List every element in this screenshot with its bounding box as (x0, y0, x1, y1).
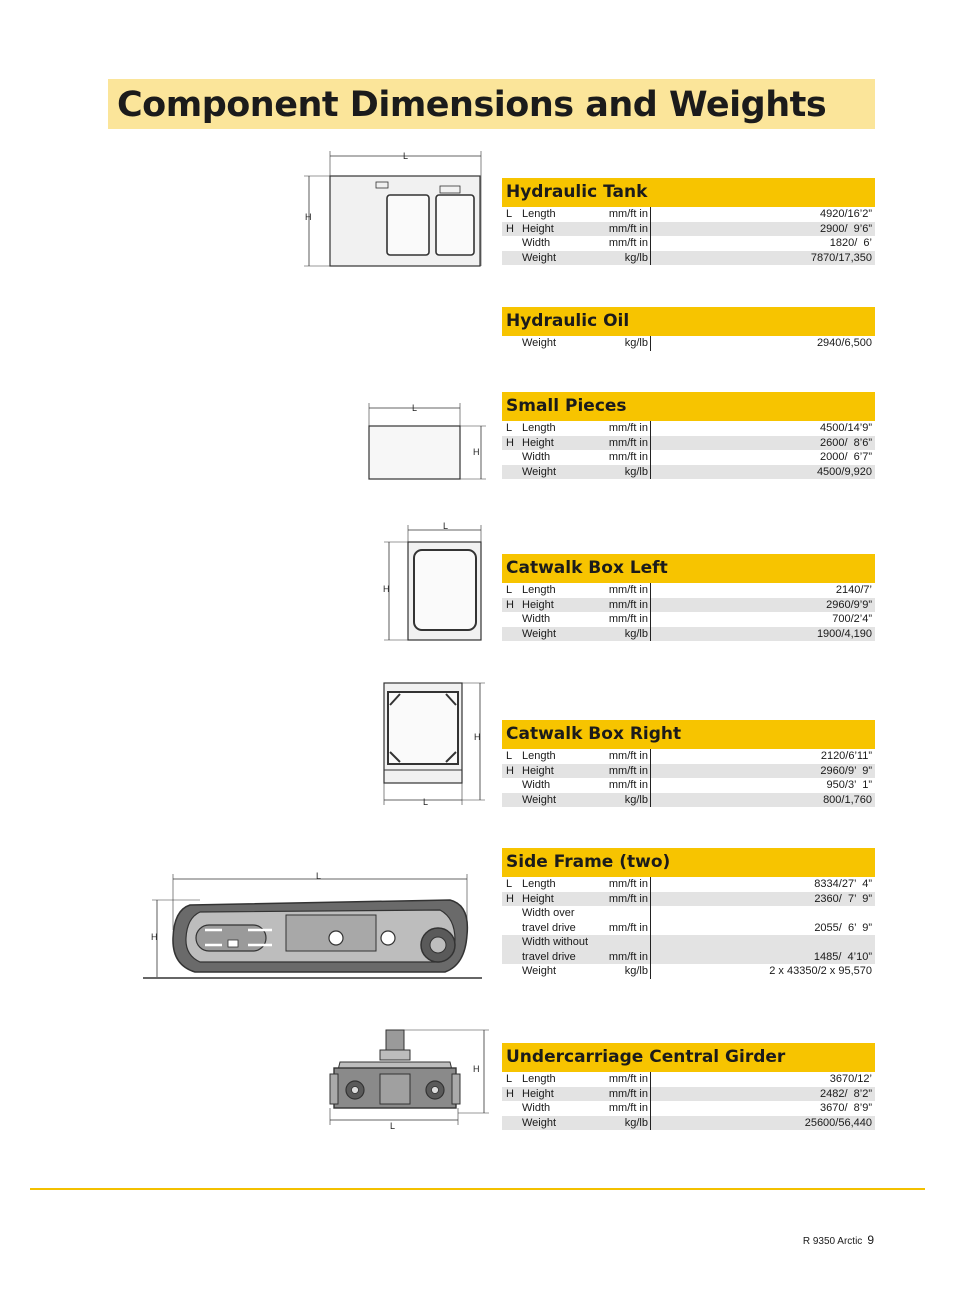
side-frame-table (502, 848, 875, 979)
row-label: Weight (522, 1116, 557, 1129)
footer-doc-name: R 9350 Arctic (802, 1236, 863, 1247)
hydraulic-tank-height-label: H (305, 212, 312, 222)
row-unit: kg/lb (624, 465, 648, 478)
row-code: L (506, 1073, 513, 1085)
row-value: 950/3’ 1” (826, 779, 872, 791)
row-label: Length (522, 422, 556, 434)
section-title: Catwalk Box Left (506, 558, 668, 578)
row-unit: mm/ft in (608, 950, 648, 963)
table-row (502, 207, 875, 222)
row-unit: mm/ft in (608, 1073, 648, 1085)
table-row (502, 450, 875, 465)
footer (803, 1233, 874, 1247)
catwalk-box-right-table (502, 720, 875, 807)
column-divider (650, 778, 651, 793)
side-frame-height-label: H (151, 932, 158, 942)
row-label: Width (522, 779, 551, 791)
column-divider (650, 764, 651, 779)
column-divider (650, 336, 651, 351)
girder-height-label: H (473, 1064, 480, 1074)
row-unit: mm/ft in (608, 779, 648, 791)
page-number: 9 (867, 1233, 874, 1247)
row-value: 2000/ 6’7” (820, 451, 872, 463)
row-value: 2360/ 7’ 9” (814, 892, 872, 905)
row-value: 2940/6,500 (816, 337, 872, 349)
section-header (502, 1043, 875, 1072)
row-unit: kg/lb (624, 965, 648, 977)
row-value: 2482/ 8’2” (820, 1087, 872, 1100)
section-title: Undercarriage Central Girder (506, 1047, 786, 1067)
section-title: Small Pieces (506, 396, 627, 416)
row-value: 800/1,760 (823, 793, 872, 806)
table-row (502, 421, 875, 436)
row-label: Height (522, 436, 554, 449)
small-pieces-height-label: H (473, 447, 480, 457)
row-label: Width over travel drive (522, 907, 576, 934)
section-title: Hydraulic Tank (506, 182, 648, 202)
row-unit: mm/ft in (608, 422, 648, 434)
row-value: 8334/27’ 4” (814, 878, 872, 890)
row-value: 2960/9’ 9” (820, 764, 872, 777)
row-label: Weight (522, 965, 557, 977)
row-code: L (506, 208, 513, 220)
row-value: 2 x 43350/2 x 95,570 (769, 965, 872, 977)
row-label: Weight (522, 465, 557, 478)
column-divider (650, 612, 651, 627)
section-title: Catwalk Box Right (506, 724, 682, 744)
table-row (502, 465, 875, 480)
small-pieces-table (502, 392, 875, 479)
table-row (502, 627, 875, 642)
row-value: 1900/4,190 (816, 627, 872, 640)
section-header (502, 720, 875, 749)
row-label: Length (522, 1073, 556, 1085)
row-label: Weight (522, 251, 557, 264)
table-row (502, 236, 875, 251)
column-divider (650, 436, 651, 451)
column-divider (650, 450, 651, 465)
table-row (502, 906, 875, 935)
table-row (502, 764, 875, 779)
column-divider (650, 935, 651, 964)
section-title: Side Frame (two) (506, 852, 671, 872)
row-unit: mm/ft in (608, 237, 648, 249)
row-code: H (506, 436, 514, 449)
row-unit: kg/lb (624, 337, 648, 349)
table-row (502, 892, 875, 907)
row-value: 7870/17,350 (810, 251, 872, 264)
row-value: 2120/6’11” (820, 750, 872, 762)
section-header (502, 848, 875, 877)
row-label: Length (522, 750, 556, 762)
page-title: Component Dimensions and Weights (117, 85, 827, 125)
row-value: 25600/56,440 (804, 1116, 872, 1129)
column-divider (650, 465, 651, 480)
column-divider (650, 251, 651, 266)
row-value: 700/2’4” (832, 613, 872, 625)
row-value: 2900/ 9’6” (820, 222, 872, 235)
column-divider (650, 1087, 651, 1102)
row-unit: mm/ft in (608, 878, 648, 890)
column-divider (650, 877, 651, 892)
row-value: 2055/ 6’ 9” (814, 921, 872, 934)
row-value: 4920/16’2” (820, 208, 872, 220)
row-label: Weight (522, 337, 557, 349)
row-unit: mm/ft in (608, 750, 648, 762)
row-label: Width (522, 451, 551, 463)
row-code: L (506, 750, 513, 762)
row-label: Height (522, 892, 554, 905)
table-row (502, 583, 875, 598)
row-value: 2600/ 8’6” (820, 436, 872, 449)
row-unit: kg/lb (624, 1116, 648, 1129)
row-code: H (506, 598, 514, 611)
table-row (502, 251, 875, 266)
row-value: 1820/ 6’ (829, 237, 872, 249)
row-code: L (506, 878, 513, 890)
column-divider (650, 222, 651, 237)
row-label: Width (522, 1102, 551, 1114)
row-label: Width (522, 237, 551, 249)
row-label: Length (522, 878, 556, 890)
table-row (502, 1101, 875, 1116)
table-row (502, 436, 875, 451)
row-unit: mm/ft in (608, 598, 648, 611)
column-divider (650, 793, 651, 808)
table-row (502, 336, 875, 351)
column-divider (650, 964, 651, 979)
row-label: Weight (522, 793, 557, 806)
column-divider (650, 1101, 651, 1116)
row-unit: mm/ft in (608, 921, 648, 934)
row-unit: kg/lb (624, 793, 648, 806)
small-pieces-drawing (369, 403, 486, 479)
row-label: Height (522, 764, 554, 777)
row-unit: mm/ft in (608, 892, 648, 905)
catwalk-box-left-height-label: H (383, 584, 390, 594)
row-unit: kg/lb (624, 627, 648, 640)
row-unit: mm/ft in (608, 584, 648, 596)
catwalk-box-right-height-label: H (474, 732, 481, 742)
table-row (502, 964, 875, 979)
row-value: 4500/14’9” (820, 422, 872, 434)
section-title: Hydraulic Oil (506, 311, 630, 331)
table-row (502, 749, 875, 764)
row-unit: mm/ft in (608, 1087, 648, 1100)
table-row (502, 778, 875, 793)
column-divider (650, 207, 651, 222)
row-unit: mm/ft in (608, 208, 648, 220)
catwalk-box-right-drawing (384, 683, 485, 805)
row-code: L (506, 584, 513, 596)
column-divider (650, 236, 651, 251)
row-label: Height (522, 598, 554, 611)
row-label: Width (522, 613, 551, 625)
row-value: 3670/12’ (829, 1073, 872, 1085)
table-row (502, 793, 875, 808)
row-value: 3670/ 8’9” (820, 1102, 872, 1114)
undercarriage-girder-drawing (330, 1030, 489, 1125)
section-header (502, 178, 875, 207)
undercarriage-central-girder-table (502, 1043, 875, 1130)
table-row (502, 935, 875, 964)
row-unit: mm/ft in (608, 764, 648, 777)
section-header (502, 554, 875, 583)
row-unit: mm/ft in (608, 436, 648, 449)
column-divider (650, 1072, 651, 1087)
section-header (502, 307, 875, 336)
row-value: 4500/9,920 (816, 465, 872, 478)
column-divider (650, 1116, 651, 1131)
row-unit: mm/ft in (608, 613, 648, 625)
row-label: Height (522, 1087, 554, 1100)
small-pieces-length-label: L (412, 403, 418, 413)
catwalk-box-left-drawing (384, 525, 481, 640)
row-unit: mm/ft in (608, 1102, 648, 1114)
table-row (502, 598, 875, 613)
row-value: 2140/7’ (835, 584, 872, 596)
row-code: H (506, 764, 514, 777)
row-label: Height (522, 222, 554, 235)
row-label: Width without travel drive (522, 936, 589, 963)
row-code: H (506, 222, 514, 235)
table-row (502, 612, 875, 627)
section-header (502, 392, 875, 421)
row-unit: mm/ft in (608, 451, 648, 463)
table-row (502, 1072, 875, 1087)
column-divider (650, 892, 651, 907)
hydraulic-tank-table (502, 178, 875, 265)
row-label: Weight (522, 627, 557, 640)
side-frame-length-label: L (316, 871, 322, 881)
catwalk-box-left-length-label: L (443, 521, 449, 531)
column-divider (650, 906, 651, 935)
row-unit: kg/lb (624, 251, 648, 264)
hydraulic-tank-drawing (304, 151, 481, 266)
catwalk-box-right-length-label: L (423, 797, 429, 807)
column-divider (650, 598, 651, 613)
row-code: H (506, 892, 514, 905)
row-code: L (506, 422, 513, 434)
hydraulic-tank-length-label: L (403, 151, 409, 161)
column-divider (650, 583, 651, 598)
row-label: Length (522, 584, 556, 596)
table-row (502, 877, 875, 892)
column-divider (650, 749, 651, 764)
side-frame-drawing (143, 874, 482, 978)
footer-rule (30, 1188, 925, 1190)
girder-length-label: L (390, 1121, 396, 1131)
row-value: 2960/9’9” (826, 598, 872, 611)
table-row (502, 1087, 875, 1102)
table-row (502, 222, 875, 237)
column-divider (650, 421, 651, 436)
row-label: Length (522, 208, 556, 220)
column-divider (650, 627, 651, 642)
row-value: 1485/ 4’10” (813, 950, 872, 963)
row-code: H (506, 1087, 514, 1100)
hydraulic-oil-table (502, 307, 875, 351)
table-row (502, 1116, 875, 1131)
row-unit: mm/ft in (608, 222, 648, 235)
catwalk-box-left-table (502, 554, 875, 641)
